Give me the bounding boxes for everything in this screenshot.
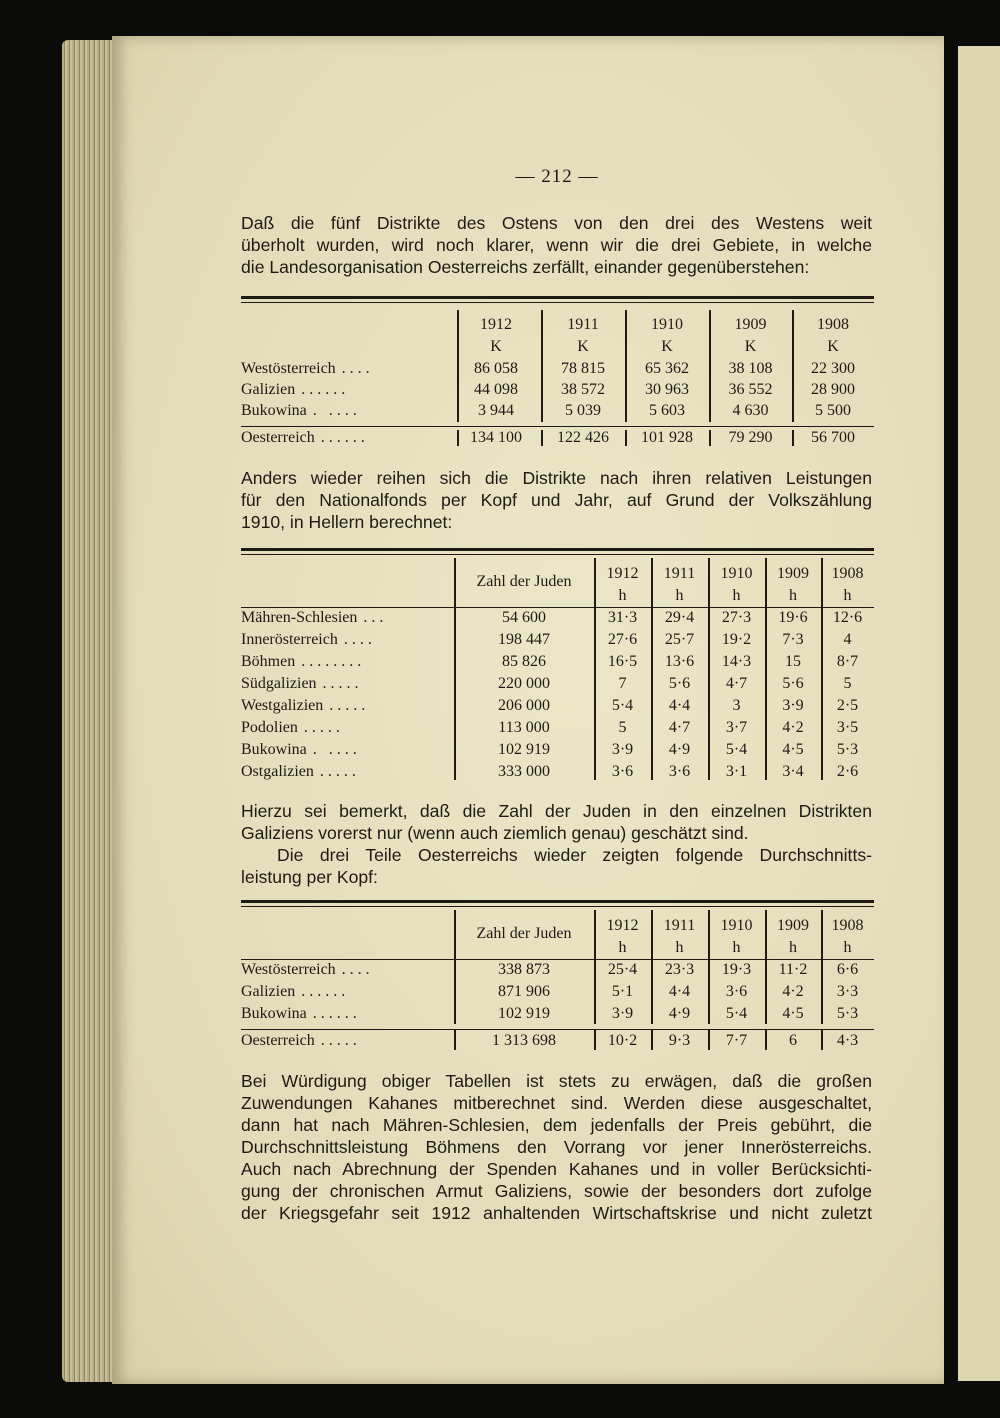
value-cell: 3·6: [725, 983, 748, 1000]
text-line: der Kriegsgefahr seit 1912 anhaltenden Wirtschaftskrise und nicht zuletzt: [241, 1203, 872, 1223]
table-drei-teile-heller: [241, 900, 874, 1058]
table-landesorganisation-kronen: [241, 296, 874, 454]
value-cell: 4·5: [782, 741, 804, 758]
paragraph-bemerkung: [241, 800, 872, 844]
jews-count-cell: 871 906: [498, 983, 550, 1000]
text-line: leistung per Kopf:: [241, 867, 378, 887]
value-cell: 31·3: [607, 609, 638, 626]
total-value-cell: 6: [789, 1032, 797, 1049]
year-header: 1912: [606, 565, 639, 582]
text-line: Daß die fünf Distrikte des Ostens von den drei des Westens weit: [241, 213, 872, 233]
unit-header: h: [843, 939, 852, 956]
text-line: Galiziens vorerst nur (wenn auch ziemlich genau) geschätzt sind.: [241, 823, 749, 843]
value-cell: 3: [732, 697, 741, 714]
value-cell: 5 039: [565, 402, 601, 419]
value-cell: 13·6: [664, 653, 695, 670]
value-cell: 3·5: [836, 719, 859, 736]
row-label-cell: [241, 697, 453, 715]
column-header-zahl-der-juden: Zahl der Juden: [476, 573, 572, 590]
row-label-cell: [241, 719, 453, 737]
year-header: 1909: [777, 565, 809, 582]
value-cell: 4·7: [668, 719, 691, 736]
row-label: Bukowina: [241, 402, 307, 419]
jews-count-cell: 206 000: [498, 697, 550, 714]
row-label-cell: [241, 381, 453, 399]
row-label: Bukowina: [241, 1005, 307, 1022]
value-cell: 4·9: [668, 1005, 691, 1022]
value-cell: 3·6: [611, 763, 634, 780]
value-cell: 38 108: [728, 360, 773, 377]
value-cell: 65 362: [645, 360, 689, 377]
value-cell: 25·7: [664, 631, 695, 648]
text-line: Hierzu sei bemerkt, daß die Zahl der Juden in den einzelnen Distrikten: [241, 801, 872, 821]
row-label-cell: [241, 675, 453, 693]
total-value-cell: 7·7: [725, 1032, 748, 1049]
row-label: Bukowina: [241, 741, 307, 758]
value-cell: 3·3: [836, 983, 859, 1000]
value-cell: 27·6: [607, 631, 638, 648]
table-rule: [241, 607, 874, 608]
year-header: 1911: [663, 565, 696, 582]
value-cell: 4·2: [782, 983, 804, 1000]
value-cell: 38 572: [561, 381, 605, 398]
row-label: Galizien: [241, 381, 296, 398]
leader-dots: ......: [301, 983, 350, 1000]
value-cell: 3 944: [478, 402, 514, 419]
jews-count-cell: 54 600: [502, 609, 546, 626]
unit-header: h: [789, 939, 797, 956]
value-cell: 4·2: [782, 719, 804, 736]
text-line: für den Nationalfonds per Kopf und Jahr, auf Grund der Volkszählung: [241, 490, 872, 510]
total-value-cell: 122 426: [557, 429, 609, 446]
text-line: Zuwendungen Kahanes mitberechnet sind. Werden diese ausgeschaltet,: [241, 1093, 872, 1113]
value-cell: 5 603: [649, 402, 685, 419]
total-jews-cell: 1 313 698: [492, 1032, 556, 1049]
text-line: Auch nach Abrechnung der Spenden Kahanes und in voller Berücksichti-: [241, 1159, 872, 1179]
row-label-cell: [241, 961, 453, 979]
value-cell: 19·3: [721, 961, 752, 978]
total-value-cell: 134 100: [470, 429, 522, 446]
table-rule: [241, 900, 874, 903]
year-header: 1908: [831, 565, 864, 582]
year-header: 1912: [480, 316, 512, 333]
value-cell: 4·9: [668, 741, 691, 758]
leader-dots: ......: [301, 381, 350, 398]
jews-count-cell: 333 000: [498, 763, 550, 780]
leader-dots: ........: [301, 653, 366, 670]
value-cell: 7·3: [782, 631, 804, 648]
paragraph-wuerdigung: [241, 1070, 872, 1224]
table-rule: [241, 554, 874, 555]
value-cell: 30 963: [645, 381, 689, 398]
paragraph-drei-teile: [241, 844, 872, 888]
leader-dots: . ....: [312, 402, 361, 419]
table-rule: [241, 296, 874, 299]
row-label-cell: [241, 741, 453, 759]
row-label: Galizien: [241, 983, 296, 1000]
row-label-cell: [241, 1005, 453, 1023]
row-label: Westösterreich: [241, 360, 336, 377]
value-cell: 11·2: [778, 961, 808, 978]
text-line: Durchschnittsleistung Böhmens den Vorrang vor jener Innerösterreichs.: [241, 1137, 872, 1157]
value-cell: 44 098: [474, 381, 518, 398]
total-label-cell: [241, 1032, 453, 1050]
text-line: Bei Würdigung obiger Tabellen ist stets zu erwägen, daß die großen: [241, 1071, 872, 1091]
value-cell: 7: [618, 675, 627, 692]
value-cell: 5·4: [725, 741, 748, 758]
leader-dots: . ....: [312, 741, 361, 758]
table-rule: [241, 959, 874, 960]
year-header: 1910: [720, 917, 753, 934]
text-line: Anders wieder reihen sich die Distrikte nach ihren relativen Leistungen: [241, 468, 872, 488]
unit-header: h: [618, 587, 627, 604]
leader-dots: .....: [322, 675, 363, 692]
total-value-cell: 9·3: [668, 1032, 691, 1049]
row-label: Böhmen: [241, 653, 296, 670]
leader-dots: .....: [303, 719, 344, 736]
row-label-cell: [241, 360, 453, 378]
text-line: dann hat nach Mähren-Schlesien, dem jedenfalls der Preis gebührt, die: [241, 1115, 872, 1135]
row-label: Oesterreich: [241, 1032, 315, 1049]
unit-header: K: [661, 338, 673, 355]
row-label: Südgalizien: [241, 675, 317, 692]
total-value-cell: 10·2: [607, 1032, 638, 1049]
unit-header: K: [744, 338, 757, 355]
value-cell: 19·2: [721, 631, 752, 648]
leader-dots: ....: [341, 961, 374, 978]
unit-header: h: [618, 939, 627, 956]
year-header: 1909: [777, 917, 809, 934]
value-cell: 23·3: [664, 961, 695, 978]
total-label-cell: [241, 429, 453, 447]
row-label-cell: [241, 402, 453, 420]
leader-dots: ....: [343, 631, 376, 648]
year-header: 1909: [734, 316, 767, 333]
value-cell: 4: [843, 631, 852, 648]
row-label: Westgalizien: [241, 697, 324, 714]
row-label: Westösterreich: [241, 961, 336, 978]
text-line: 1910, in Hellern berechnet:: [241, 512, 453, 532]
value-cell: 29·4: [664, 609, 695, 626]
table-rule: [241, 302, 874, 303]
value-cell: 3·7: [725, 719, 748, 736]
leader-dots: ......: [320, 429, 369, 446]
total-value-cell: 101 928: [641, 429, 693, 446]
table-rule: [241, 426, 874, 427]
value-cell: 78 815: [561, 360, 605, 377]
jews-count-cell: 198 447: [498, 631, 550, 648]
value-cell: 12·6: [832, 609, 863, 626]
value-cell: 28 900: [811, 381, 855, 398]
row-label: Oesterreich: [241, 429, 315, 446]
paragraph-intro: [241, 212, 872, 278]
unit-header: K: [827, 338, 839, 355]
page-number: — 212 —: [515, 166, 599, 187]
jews-count-cell: 113 000: [498, 719, 550, 736]
year-header: 1911: [567, 316, 599, 333]
total-value-cell: 79 290: [728, 429, 773, 446]
value-cell: 36 552: [728, 381, 773, 398]
value-cell: 5: [843, 675, 852, 692]
value-cell: 5·1: [611, 983, 634, 1000]
value-cell: 5·6: [668, 675, 691, 692]
value-cell: 2·5: [836, 697, 859, 714]
row-label: Ostgalizien: [241, 763, 314, 780]
text-line: die Landesorganisation Oesterreichs zerfällt, einander gegenüberstehen:: [241, 257, 810, 277]
year-header: 1908: [831, 917, 864, 934]
column-header-zahl-der-juden: Zahl der Juden: [476, 925, 572, 942]
leader-dots: .....: [329, 697, 370, 714]
jews-count-cell: 85 826: [502, 653, 546, 670]
value-cell: 8·7: [836, 653, 859, 670]
unit-header: h: [675, 939, 684, 956]
table-distrikte-heller: [241, 548, 874, 784]
year-header: 1910: [651, 316, 683, 333]
leader-dots: ....: [341, 360, 374, 377]
year-header: 1911: [663, 917, 696, 934]
book-page-edges: [62, 40, 117, 1382]
value-cell: 2·6: [836, 763, 859, 780]
value-cell: 3·4: [782, 763, 804, 780]
row-label-cell: [241, 609, 453, 627]
value-cell: 4·4: [668, 697, 691, 714]
value-cell: 15: [785, 653, 801, 670]
jews-count-cell: 102 919: [498, 741, 550, 758]
table-rule: [241, 1029, 874, 1030]
text-line: überholt wurden, wird noch klarer, wenn wir die drei Gebiete, in welche: [241, 235, 872, 255]
value-cell: 4 630: [732, 402, 769, 419]
value-cell: 6·6: [836, 961, 859, 978]
value-cell: 4·7: [725, 675, 748, 692]
unit-header: K: [577, 338, 589, 355]
row-label: Podolien: [241, 719, 298, 736]
value-cell: 4·5: [782, 1005, 804, 1022]
unit-header: h: [732, 587, 741, 604]
value-cell: 27·3: [721, 609, 752, 626]
row-label: Innerösterreich: [241, 631, 338, 648]
table-rule: [241, 548, 874, 551]
row-label-cell: [241, 631, 453, 649]
total-value-cell: 4·3: [836, 1032, 859, 1049]
value-cell: 16·5: [607, 653, 638, 670]
value-cell: 3·9: [611, 1005, 634, 1022]
value-cell: 5·3: [836, 741, 859, 758]
row-label: Mähren-Schlesien: [241, 609, 358, 626]
text-line: gung der chronischen Armut Galiziens, sowie der besonders dort zufolge: [241, 1181, 872, 1201]
value-cell: 3·9: [611, 741, 634, 758]
value-cell: 3·9: [782, 697, 804, 714]
value-cell: 3·6: [668, 763, 691, 780]
jews-count-cell: 102 919: [498, 1005, 550, 1022]
value-cell: 86 058: [474, 360, 518, 377]
unit-header: h: [789, 587, 797, 604]
unit-header: h: [843, 587, 852, 604]
value-cell: 3·1: [725, 763, 748, 780]
leader-dots: ......: [312, 1005, 361, 1022]
total-value-cell: 56 700: [811, 429, 855, 446]
jews-count-cell: 338 873: [498, 961, 550, 978]
leader-dots: .....: [319, 763, 360, 780]
year-header: 1912: [606, 917, 639, 934]
paragraph-relative-leistungen: [241, 467, 872, 533]
value-cell: 5·4: [725, 1005, 748, 1022]
unit-header: K: [490, 338, 502, 355]
facing-page-edge: [958, 46, 1000, 1381]
jews-count-cell: 220 000: [498, 675, 550, 692]
leader-dots: ...: [363, 609, 388, 626]
value-cell: 14·3: [721, 653, 752, 670]
row-label-cell: [241, 653, 453, 671]
value-cell: 5·4: [611, 697, 634, 714]
text-line: Die drei Teile Oesterreichs wieder zeigten folgende Durchschnitts-: [277, 845, 872, 865]
leader-dots: .....: [320, 1032, 361, 1049]
value-cell: 5: [618, 719, 627, 736]
row-label-cell: [241, 763, 453, 781]
value-cell: 22 300: [811, 360, 855, 377]
year-header: 1910: [720, 565, 753, 582]
value-cell: 5·6: [782, 675, 804, 692]
value-cell: 19·6: [778, 609, 808, 626]
row-label-cell: [241, 983, 453, 1001]
value-cell: 25·4: [607, 961, 638, 978]
value-cell: 5·3: [836, 1005, 859, 1022]
unit-header: h: [675, 587, 684, 604]
year-header: 1908: [817, 316, 849, 333]
value-cell: 5 500: [815, 402, 851, 419]
unit-header: h: [732, 939, 741, 956]
value-cell: 4·4: [668, 983, 691, 1000]
table-rule: [241, 906, 874, 907]
